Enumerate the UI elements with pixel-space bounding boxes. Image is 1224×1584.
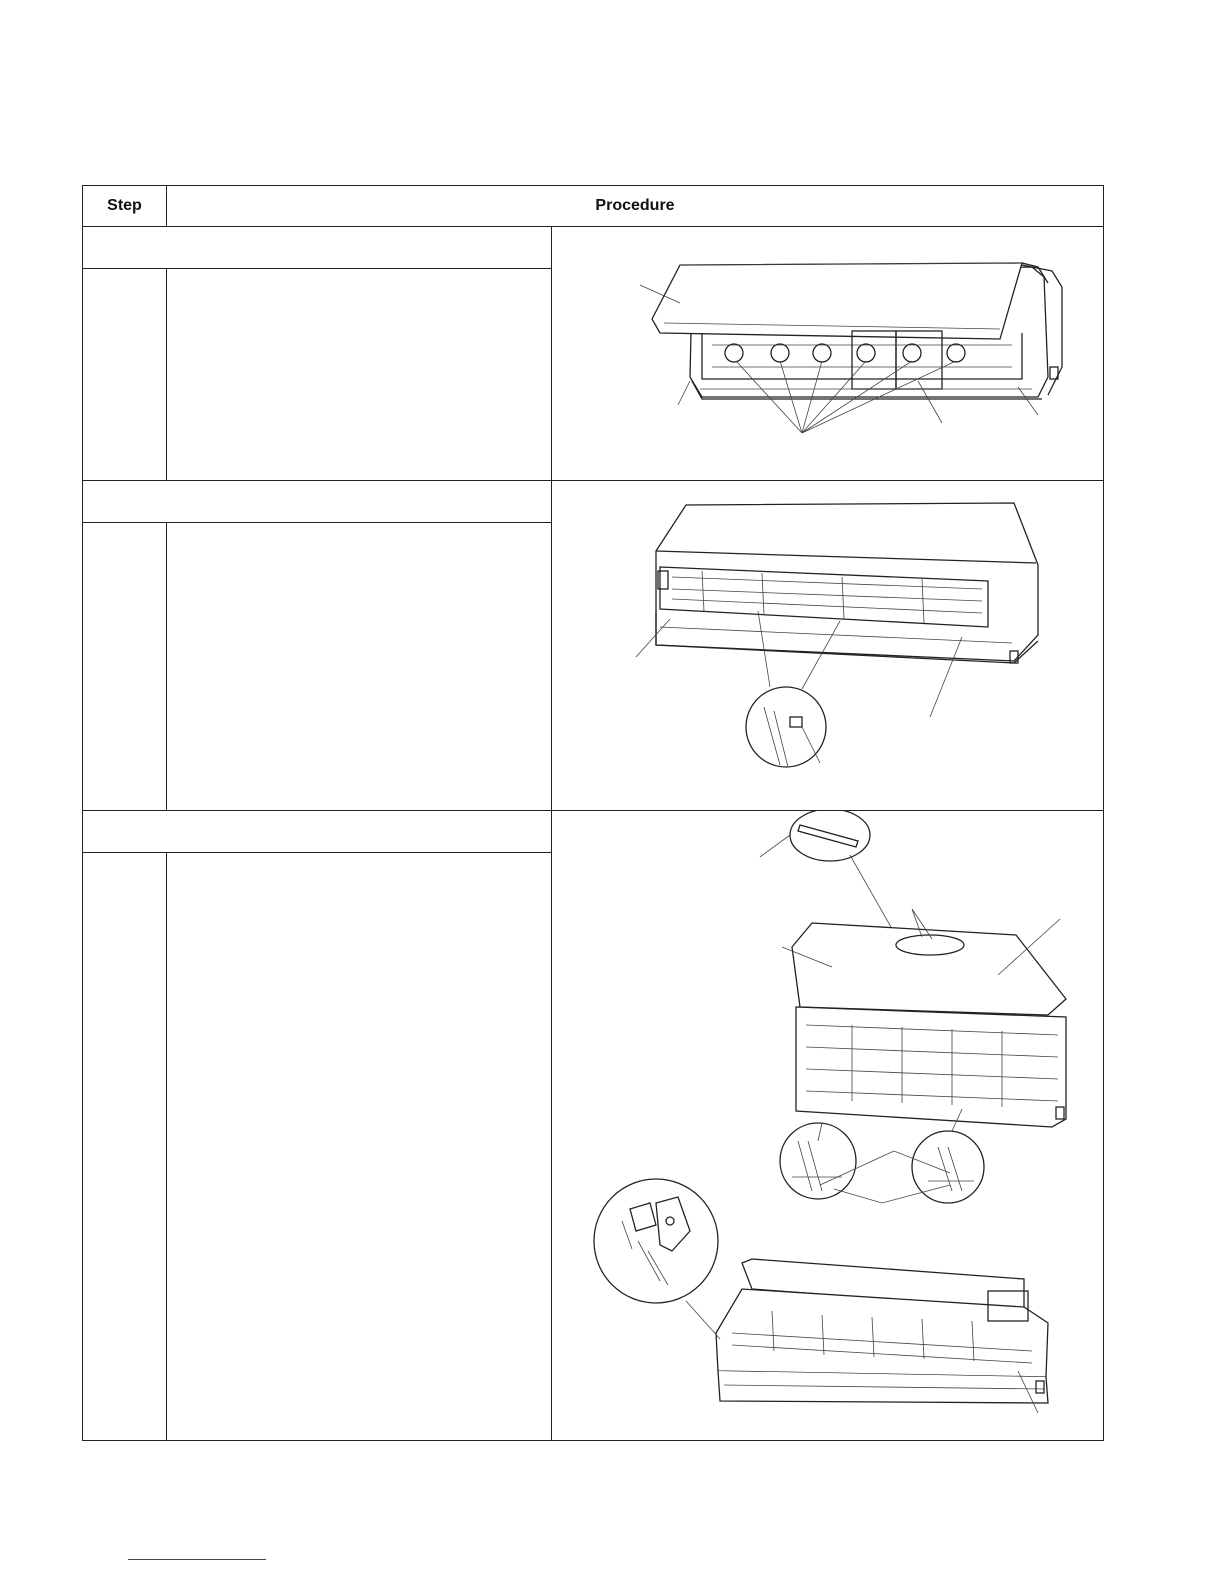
ac-unit-disassembly-illustration <box>552 811 1103 1438</box>
header-procedure: Procedure <box>595 197 675 214</box>
figure-louver-removal <box>552 481 1103 810</box>
section-1-step-cell <box>83 269 167 480</box>
procedure-section-3 <box>83 811 1103 1440</box>
footer-link-underline[interactable] <box>128 1559 266 1560</box>
section-3-step-cell <box>83 853 167 1440</box>
table-header-row <box>83 186 1103 227</box>
procedure-table <box>82 185 1104 1441</box>
procedure-section-2 <box>83 481 1103 811</box>
section-2-step-cell <box>83 523 167 810</box>
section-2-procedure-text <box>167 523 552 810</box>
section-3-procedure-text <box>167 853 552 1440</box>
ac-unit-louver-illustration <box>552 481 1103 809</box>
procedure-section-1 <box>83 227 1103 481</box>
section-1-title <box>83 227 552 269</box>
section-1-procedure-text <box>167 269 552 480</box>
header-step: Step <box>83 186 167 226</box>
section-3-title <box>83 811 552 853</box>
section-2-title <box>83 481 552 523</box>
ac-unit-front-panel-illustration <box>552 227 1103 479</box>
figure-front-panel-open <box>552 227 1103 480</box>
figure-panel-and-shaft-removal <box>552 811 1103 1440</box>
